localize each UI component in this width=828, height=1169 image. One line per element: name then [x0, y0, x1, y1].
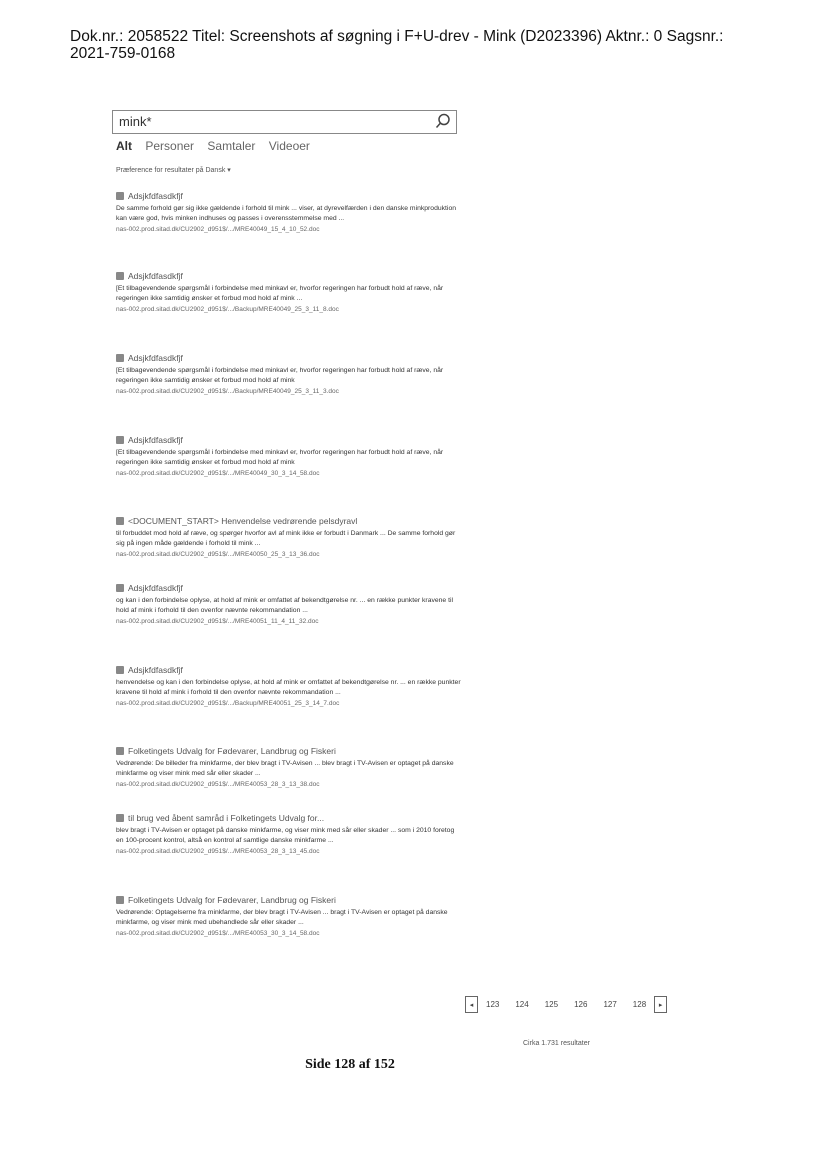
document-header-line1: Dok.nr.: 2058522 Titel: Screenshots af søgning i F+U-drev - Mink (D2023396) Aktnr.: 0 Sagsnr.:: [70, 28, 724, 45]
footer-prefix: Side: [305, 1057, 335, 1072]
list-item[interactable]: [116, 583, 461, 625]
list-item[interactable]: [116, 353, 461, 395]
result-snippet: Vedrørende: Optagelserne fra minkfarme, der blev bragt i TV-Avisen ... bragt i TV-Avisen er optaget på danske minkfarme, og viser mink med ubehandlede sår eller skader ...: [116, 909, 448, 926]
result-title[interactable]: Adsjkfdfasdkfjf: [128, 271, 183, 281]
result-snippet: og kan i den forbindelse oplyse, at hold af mink er omfattet af bekendtgørelse nr. ... en række punkter kravene til hold af mink i forhold til den ovenfor nævnte rekommandation ...: [116, 597, 454, 614]
page-link[interactable]: 124: [515, 1000, 529, 1009]
result-path: nas-002.prod.sitad.dk/CU2902_d951$/.../MRE40053_30_3_14_58.doc: [116, 930, 320, 937]
document-icon: [116, 666, 124, 674]
result-snippet: Vedrørende: De billeder fra minkfarme, der blev bragt i TV-Avisen ... blev bragt i TV-Avisen er optaget på danske minkfarme og viser mink med sår eller skader ...: [116, 760, 454, 777]
result-snippet: De samme forhold gør sig ikke gældende i forhold til mink ... viser, at dyrevelfærden i den danske minkproduktion kan være god, hvis minken indhuses og passes i overensstemmelse med ...: [116, 205, 457, 222]
list-item[interactable]: [116, 813, 461, 855]
list-item[interactable]: [116, 191, 461, 233]
page-link-current[interactable]: 127: [603, 1000, 617, 1009]
list-item[interactable]: [116, 895, 461, 937]
result-title[interactable]: Adsjkfdfasdkfjf: [128, 583, 183, 593]
document-icon: [116, 436, 124, 444]
result-title[interactable]: til brug ved åbent samråd i Folketingets Udvalg for...: [128, 813, 325, 823]
result-snippet: blev bragt i TV-Avisen er optaget på danske minkfarme, og viser mink med sår eller skader ... som i 2010 foretog en 100-procent kontrol, altså en kontrol af samtlige danske minkfarme ...: [116, 827, 455, 844]
result-path: nas-002.prod.sitad.dk/CU2902_d951$/.../MRE40053_28_3_13_38.doc: [116, 781, 320, 788]
document-header: [70, 28, 800, 62]
tab-alt[interactable]: Alt: [116, 139, 132, 153]
language-preference[interactable]: Præference for resultater på Dansk ▾: [116, 167, 231, 174]
document-icon: [116, 192, 124, 200]
prev-page-button[interactable]: ◂: [465, 996, 478, 1013]
tab-videoer[interactable]: Videoer: [268, 139, 310, 153]
document-icon: [116, 896, 124, 904]
page-footer: [0, 1057, 700, 1073]
result-title[interactable]: Folketingets Udvalg for Fødevarer, Landbrug og Fiskeri: [128, 895, 336, 905]
result-count: Cirka 1.731 resultater: [523, 1040, 590, 1047]
result-path: nas-002.prod.sitad.dk/CU2902_d951$/.../MRE40050_25_3_13_36.doc: [116, 551, 320, 558]
result-path: nas-002.prod.sitad.dk/CU2902_d951$/.../Backup/MRE40049_25_3_11_3.doc: [116, 388, 339, 395]
footer-total: 152: [373, 1057, 395, 1072]
page-link[interactable]: 128: [632, 1000, 647, 1009]
result-path: nas-002.prod.sitad.dk/CU2902_d951$/.../MRE40049_15_4_10_52.doc: [116, 226, 320, 233]
search-box[interactable]: [112, 110, 457, 134]
document-icon: [116, 584, 124, 592]
tab-personer[interactable]: Personer: [145, 139, 195, 153]
result-path: nas-002.prod.sitad.dk/CU2902_d951$/.../Backup/MRE40051_25_3_14_7.doc: [116, 700, 340, 707]
page-link[interactable]: 125: [544, 1000, 559, 1009]
document-header-line2: 2021-759-0168: [70, 45, 176, 62]
result-snippet: [Et tilbagevendende spørgsmål i forbindelse med minkavl er, hvorfor regeringen har forbudt hold af ræve, når regeringen ikke samtidig ønsker et forbud mod hold af mink ...: [116, 285, 444, 302]
next-page-button[interactable]: ▸: [654, 996, 667, 1013]
result-path: nas-002.prod.sitad.dk/CU2902_d951$/.../MRE40051_11_4_11_32.doc: [116, 618, 319, 625]
footer-mid: af: [355, 1057, 374, 1072]
list-item[interactable]: [116, 746, 461, 788]
result-title[interactable]: <DOCUMENT_START> Henvendelse vedrørende pelsdyravl: [128, 516, 358, 526]
search-query[interactable]: mink*: [119, 114, 152, 129]
search-tabs: [116, 139, 320, 153]
result-title[interactable]: Adsjkfdfasdkfjf: [128, 353, 183, 363]
page-link[interactable]: 123: [486, 1000, 500, 1009]
page-link[interactable]: 126: [574, 1000, 588, 1009]
result-snippet: [Et tilbagevendende spørgsmål i forbindelse med minkavl er, hvorfor regeringen har forbudt hold af ræve, når regeringen ikke samtidig ønsker et forbud mod hold af mink: [116, 449, 444, 466]
result-snippet: til forbuddet mod hold af ræve, og spørger hvorfor avl af mink ikke er forbudt i Danmark ... De samme forhold gør sig på ingen måde gældende i forhold til mink ...: [116, 530, 456, 547]
result-path: nas-002.prod.sitad.dk/CU2902_d951$/.../MRE40049_30_3_14_58.doc: [116, 470, 320, 477]
result-snippet: henvendelse og kan i den forbindelse oplyse, at hold af mink er omfattet af bekendtgørelse nr. ... en række punkter kravene til hold af mink i forhold til den ovenfor nævnte rekommandation ...: [116, 679, 461, 696]
result-title[interactable]: Adsjkfdfasdkfjf: [128, 665, 183, 675]
pagination: [465, 996, 667, 1013]
list-item[interactable]: [116, 665, 461, 707]
document-icon: [116, 517, 124, 525]
document-icon: [116, 354, 124, 362]
list-item[interactable]: [116, 516, 461, 558]
search-icon[interactable]: [435, 113, 451, 129]
result-path: nas-002.prod.sitad.dk/CU2902_d951$/.../Backup/MRE40049_25_3_11_8.doc: [116, 306, 339, 313]
footer-page: 128: [334, 1057, 356, 1072]
result-title[interactable]: Adsjkfdfasdkfjf: [128, 435, 183, 445]
document-icon: [116, 272, 124, 280]
list-item[interactable]: [116, 435, 461, 477]
result-title[interactable]: Folketingets Udvalg for Fødevarer, Landbrug og Fiskeri: [128, 746, 336, 756]
document-icon: [116, 814, 124, 822]
result-snippet: [Et tilbagevendende spørgsmål i forbindelse med minkavl er, hvorfor regeringen har forbudt hold af ræve, når regeringen ikke samtidig ønsker et forbud mod hold af mink: [116, 367, 444, 384]
tab-samtaler[interactable]: Samtaler: [207, 139, 256, 153]
result-path: nas-002.prod.sitad.dk/CU2902_d951$/.../MRE40053_28_3_13_45.doc: [116, 848, 320, 855]
document-icon: [116, 747, 124, 755]
list-item[interactable]: [116, 271, 461, 313]
result-title[interactable]: Adsjkfdfasdkfjf: [128, 191, 183, 201]
